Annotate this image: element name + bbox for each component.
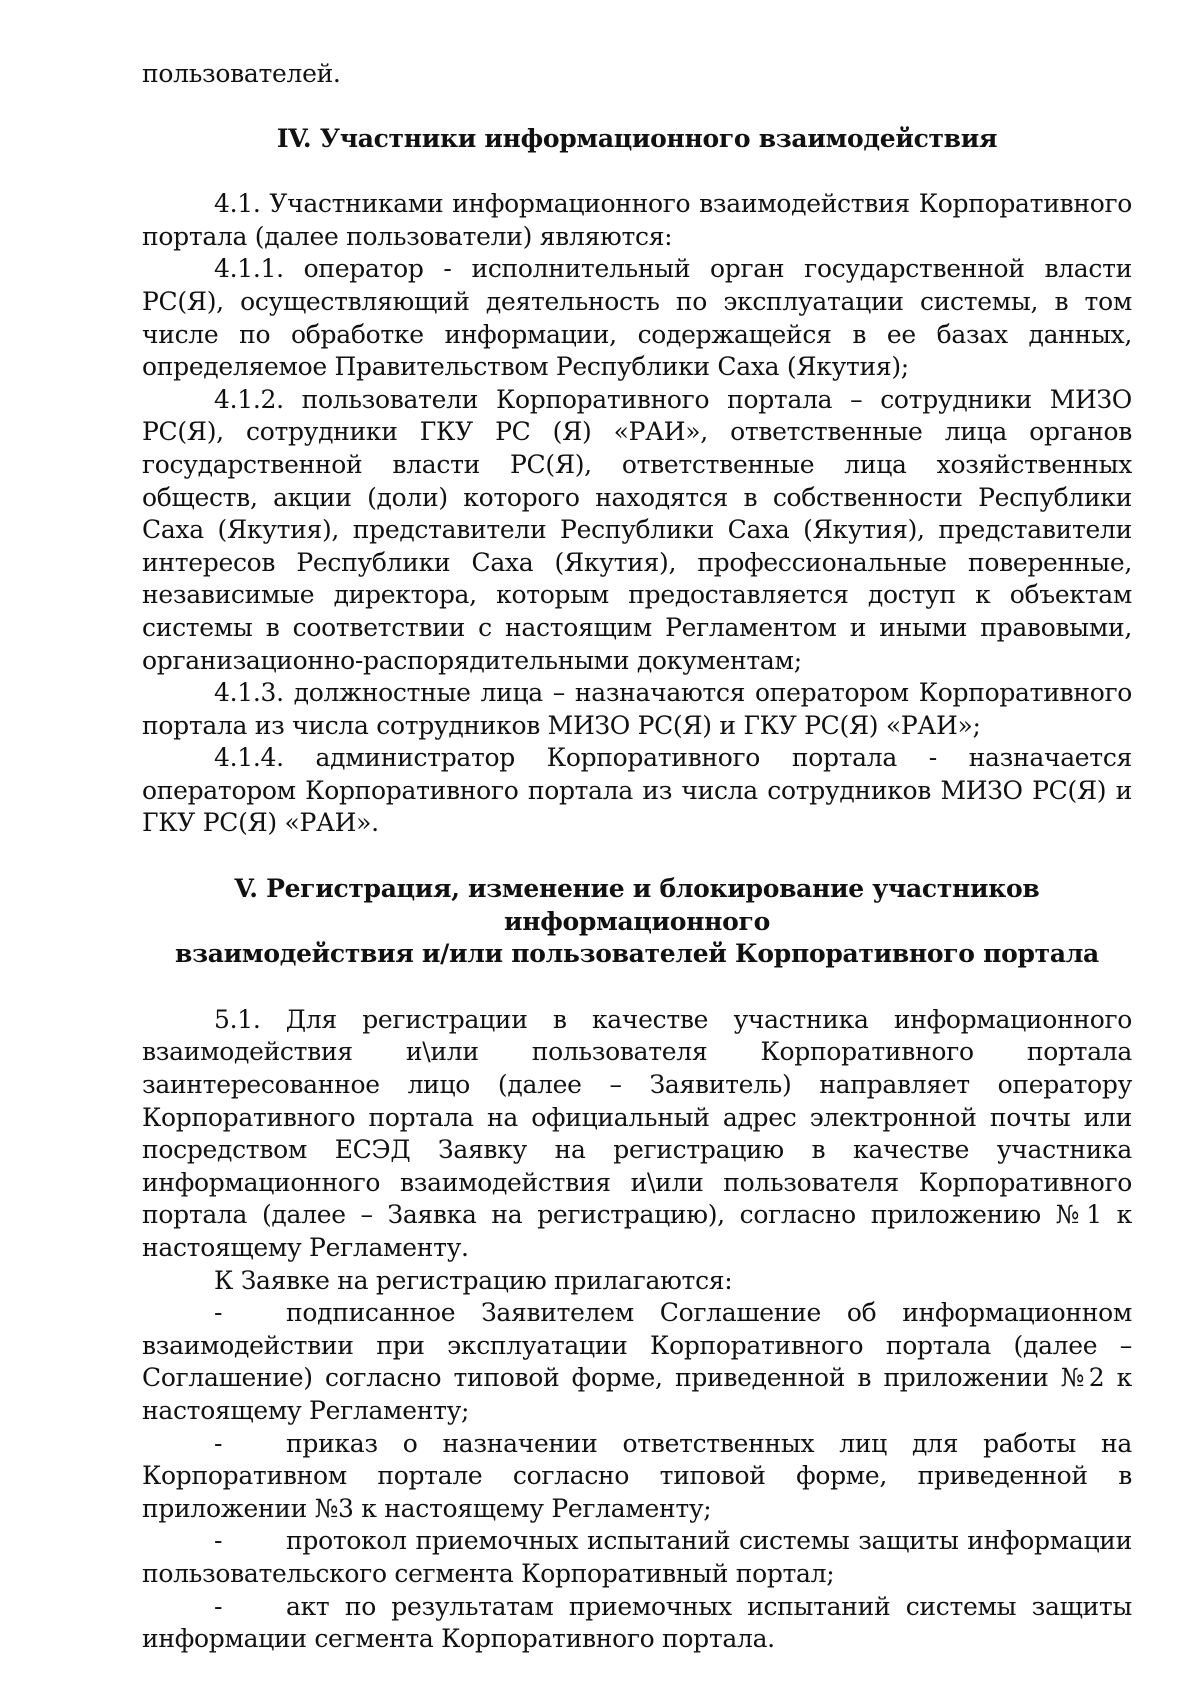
paragraph-4-1-4: 4.1.4. администратор Корпоративного портала - назначается оператором Корпоративного портала из числа сотрудников МИЗО РС(Я) и ГКУ РС(Я) «РАИ». (142, 743, 1132, 838)
dash-marker: - (214, 1526, 223, 1556)
attachment-item (142, 1525, 1132, 1590)
dash-marker: - (214, 1591, 223, 1621)
paragraph-4-1-1: 4.1.1. оператор - исполнительный орган государственной власти РС(Я), осуществляющий деятельность по эксплуатации системы, в том числе по обработке информации, содержащейся в ее базах данных, определяемое Правительством Республики Саха (Якутия); (142, 254, 1132, 382)
dash-marker: - (214, 1428, 223, 1458)
paragraph-4-1-3: 4.1.3. должностные лица – назначаются оператором Корпоративного портала из числа сотрудников МИЗО РС(Я) и ГКУ РС(Я) «РАИ»; (142, 678, 1132, 740)
attachments-intro: К Заявке на регистрацию прилагаются: (214, 1265, 733, 1295)
attachment-item (142, 1591, 1132, 1656)
continuation-line: пользователей. (142, 59, 341, 88)
attachment-item-text: приказ о назначении ответственных лиц для работы на Корпоративном портале согласно типовой форме, приведенной в приложении №3 к настоящему Регламенту; (142, 1428, 1132, 1523)
paragraph-4-1: 4.1. Участниками информационного взаимодействия Корпоративного портала (далее пользователи) являются: (142, 189, 1132, 251)
dash-marker: - (214, 1298, 223, 1328)
document-body (142, 58, 1132, 1656)
paragraph-5-1: 5.1. Для регистрации в качестве участника информационного взаимодействия и\или пользователя Корпоративного портала заинтересованное лицо (далее – Заявитель) направляет оператору Корпоративного портала на официальный адрес электронной почты или посредством ЕСЭД Заявку на регистрацию в качестве участника информационного взаимодействия и\или пользователя Корпоративного портала (далее – Заявка на регистрацию), согласно приложению №1 к настоящему Регламенту. (142, 1004, 1132, 1262)
attachment-item (142, 1297, 1132, 1427)
attachment-item-text: акт по результатам приемочных испытаний системы защиты информации сегмента Корпоративного портала. (142, 1591, 1132, 1654)
section-5-heading-line-2: взаимодействия и/или пользователей Корпоративного портала (175, 939, 1099, 969)
attachment-item (142, 1428, 1132, 1526)
attachment-item-text: подписанное Заявителем Соглашение об информационном взаимодействии при эксплуатации Корпоративного портала (далее – Соглашение) согласно типовой форме, приведенной в приложении №2 к настоящему Регламенту; (142, 1298, 1132, 1425)
section-5-heading-line-1: V. Регистрация, изменение и блокирование участников информационного (234, 874, 1040, 936)
paragraph-4-1-2: 4.1.2. пользователи Корпоративного портала – сотрудники МИЗО РС(Я), сотрудники ГКУ РС (Я) «РАИ», ответственные лица органов государственной власти РС(Я), ответственные лица хозяйственных обществ, акции (доли) которого находятся в собственности Республики Саха (Якутия), представители Республики Саха (Якутия), представители интересов Республики Саха (Якутия), профессиональные поверенные, независимые директора, которым предоставляется доступ к объектам системы в соответствии с настоящим Регламентом и иными правовыми, организационно-распорядительными документам; (142, 384, 1132, 675)
section-4-heading: IV. Участники информационного взаимодействия (276, 123, 998, 153)
section-5-heading (142, 873, 1132, 971)
attachment-item-text: протокол приемочных испытаний системы защиты информации пользовательского сегмента Корпоративный портал; (142, 1526, 1132, 1588)
